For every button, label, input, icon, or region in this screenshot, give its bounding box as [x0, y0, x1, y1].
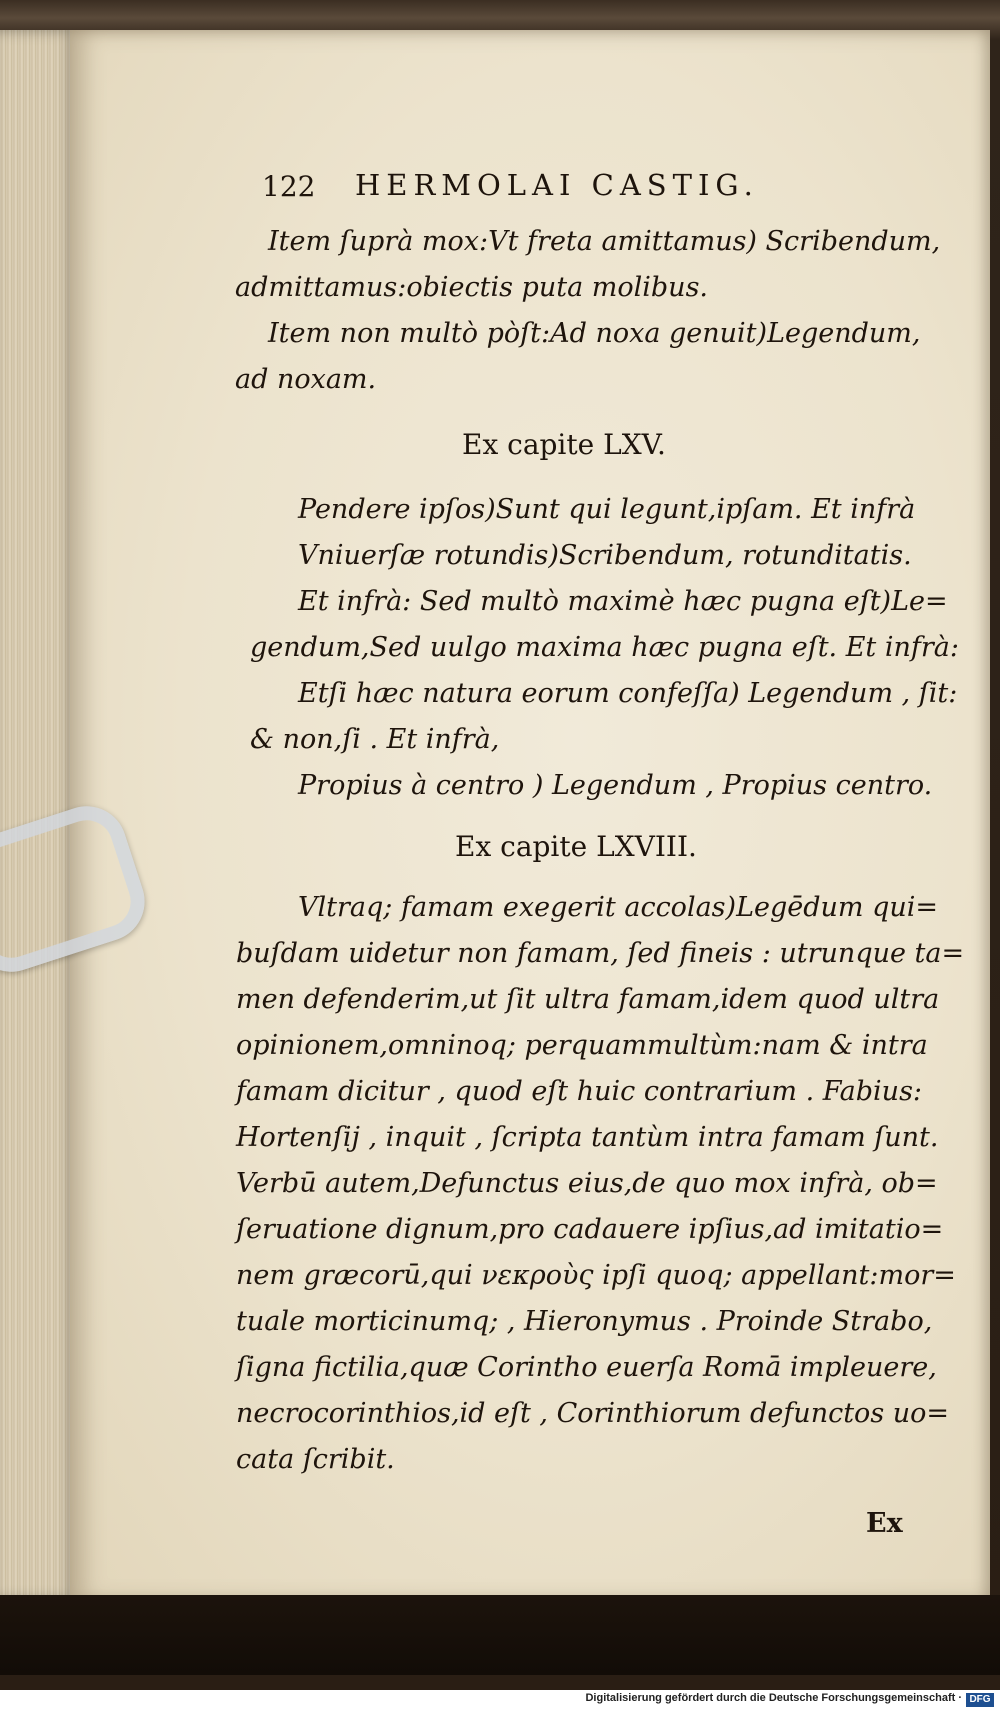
text-line: Etſi hæc natura eorum confeſſa) Legendum , ſit: [298, 678, 958, 709]
text-line: necrocorinthios,id eſt , Corinthiorum defunctos uo= [236, 1398, 950, 1429]
text-line: ſigna fictilia,quæ Corintho euerſa Romā impleuere, [236, 1352, 937, 1383]
text-line: Pendere ipſos)Sunt qui legunt,ipſam. Et infrà [298, 494, 916, 525]
text-line: nem græcorū,qui νεκροὺς ipſi quoq; appellant:mor= [236, 1260, 956, 1291]
text-line: men defenderim,ut ſit ultra famam,idem quod ultra [236, 984, 940, 1015]
text-line: Verbū autem,Defunctus eius,de quo mox infrà, ob= [236, 1168, 938, 1199]
text-line: Hortenſij , inquit , ſcripta tantùm intra famam ſunt. [236, 1122, 939, 1153]
page-number: 122 [262, 170, 316, 203]
running-head: HERMOLAI CASTIG. [355, 168, 759, 202]
text-line: Et infrà: Sed multò maximè hæc pugna eſt)Le= [298, 586, 948, 617]
text-line: ad noxam. [235, 364, 377, 395]
text-line: cata ſcribit. [236, 1444, 395, 1475]
text-line: buſdam uidetur non famam, ſed fineis : utrunque ta= [236, 938, 965, 969]
text-line: Item ſuprà mox:Vt freta amittamus) Scribendum, [268, 226, 941, 257]
digitization-credit: Digitalisierung gefördert durch die Deutsche Forschungsgemeinschaft · [585, 1692, 962, 1704]
text-line: admittamus:obiectis puta molibus. [235, 272, 709, 303]
text-line: tuale morticinumq; , Hieronymus . Proinde Strabo, [236, 1306, 933, 1337]
text-line: opinionem,omninoq; perquammultùm:nam & intra [236, 1030, 928, 1061]
section-heading: Ex capite LXVIII. [455, 830, 697, 863]
dfg-logo: DFG [966, 1693, 994, 1707]
catchword: Ex [866, 1508, 903, 1539]
text-line: Vltraq; famam exegerit accolas)Legēdum qui= [298, 892, 939, 923]
text-line: gendum,Sed uulgo maxima hæc pugna eſt. Et infrà: [250, 632, 959, 663]
section-heading: Ex capite LXV. [462, 428, 666, 461]
text-line: Propius à centro ) Legendum , Propius centro. [298, 770, 933, 801]
text-line: Vniuerſæ rotundis)Scribendum, rotunditatis. [298, 540, 912, 571]
text-line: famam dicitur , quod eſt huic contrarium . Fabius: [236, 1076, 923, 1107]
text-line: ſeruatione dignum,pro cadauere ipſius,ad imitatio= [236, 1214, 944, 1245]
bottom-shadow [0, 1595, 1000, 1675]
text-line: & non,ſi . Et infrà, [250, 724, 500, 755]
text-line: Item non multò pòſt:Ad noxa genuit)Legendum, [268, 318, 921, 349]
